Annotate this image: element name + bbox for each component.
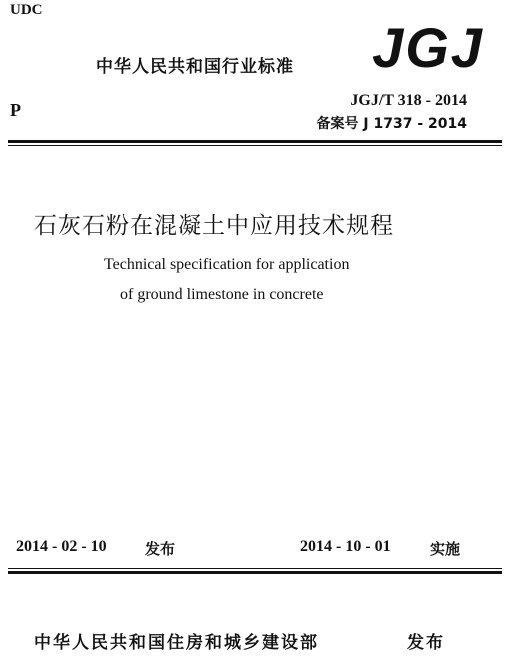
implement-label: 实施 [430,540,461,558]
jgj-logo [371,20,485,72]
publish-label: 发布 [407,633,445,653]
classification-code: P [10,100,21,120]
title-chinese: 石灰石粉在混凝土中应用技术规程 [34,213,394,239]
issue-label: 发布 [145,540,176,558]
implement-date: 2014 - 10 - 01 [300,538,391,555]
standard-code: JGJ/T 318 - 2014 [350,92,467,109]
title-english-line2: of ground limestone in concrete [120,286,324,303]
publisher: 中华人民共和国住房和城乡建设部 [34,633,319,653]
bottom-rule-thin [8,568,502,569]
top-rule-thick [8,140,502,143]
record-number: 备案号 J 1737 - 2014 [316,116,467,132]
standard-type: 中华人民共和国行业标准 [96,57,294,77]
udc-label: UDC [10,2,43,18]
issue-date: 2014 - 02 - 10 [16,538,107,555]
title-english-line1: Technical specification for application [104,256,350,273]
top-rule-thin [8,145,502,146]
jgj-logo-text: JGJ [372,20,484,72]
bottom-rule-thick [8,571,502,574]
